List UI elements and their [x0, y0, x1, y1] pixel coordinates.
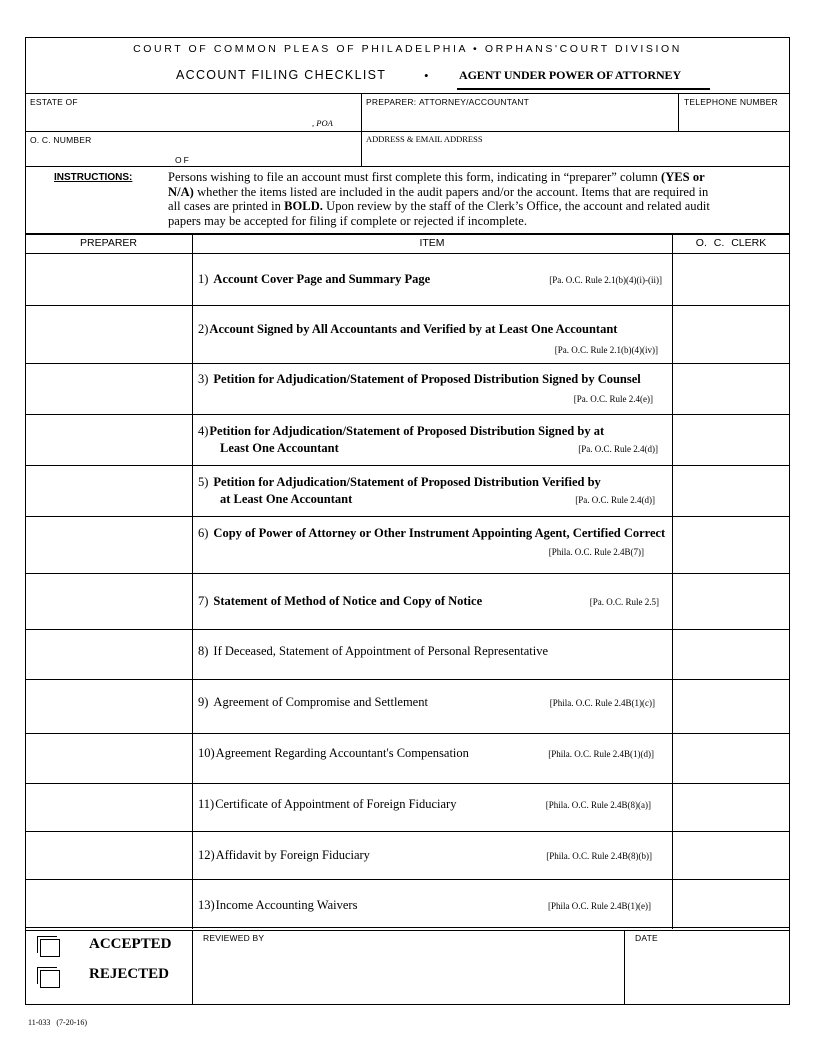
item-text — [198, 526, 665, 541]
item-rule-citation: [Phila O.C. Rule 2.4B(1)(e)] — [548, 901, 651, 911]
telephone-label: TELEPHONE NUMBER — [684, 97, 778, 107]
item-text — [198, 644, 548, 659]
footer-column-line-2 — [624, 930, 625, 1005]
form-number — [28, 1018, 87, 1027]
footer-divider-2 — [25, 930, 790, 931]
clerk-cell[interactable] — [674, 881, 788, 925]
item-number: 9) — [198, 695, 209, 709]
reviewed-by-input[interactable] — [200, 946, 620, 1001]
reviewed-by-label: REVIEWED BY — [203, 933, 265, 943]
form-number-date: (7-20-16) — [56, 1018, 88, 1027]
fields-bottom-divider — [25, 166, 790, 167]
preparer-cell[interactable] — [27, 255, 190, 303]
item-text — [198, 898, 357, 913]
clerk-cell[interactable] — [674, 365, 788, 412]
footer-divider-1 — [25, 927, 790, 928]
item-number: 5) — [198, 475, 209, 489]
address-input[interactable] — [366, 145, 786, 165]
item-rule-citation: [Phila. O.C. Rule 2.4B(1)(d)] — [548, 749, 654, 759]
item-text — [198, 594, 482, 609]
preparer-cell[interactable] — [27, 881, 190, 925]
item-rule-citation: [Pa. O.C. Rule 2.1(b)(4)(i)-(ii)] — [549, 275, 662, 285]
item-text — [198, 695, 428, 710]
accepted-label: ACCEPTED — [89, 936, 172, 952]
item-text — [198, 848, 370, 863]
item-number: 13) — [198, 898, 215, 912]
item-rule-citation: [Phila. O.C. Rule 2.4B(7)] — [548, 547, 644, 557]
item-text — [198, 322, 617, 337]
item-rule-citation: [Pa. O.C. Rule 2.4(d)] — [575, 495, 655, 505]
item-label: Income Accounting Waivers — [215, 898, 358, 912]
item-number: 4) — [198, 424, 209, 438]
telephone-input[interactable] — [684, 108, 786, 130]
preparer-column-line — [192, 233, 193, 929]
row-divider — [25, 573, 790, 574]
preparer-cell[interactable] — [27, 735, 190, 781]
oc-number-label: O. C. NUMBER — [30, 135, 92, 145]
row-divider — [25, 414, 790, 415]
row-divider — [25, 733, 790, 734]
clerk-cell[interactable] — [674, 467, 788, 514]
item-label: Account Signed by All Accountants and Verified by at Least One Accountant — [209, 322, 618, 336]
rejected-checkbox[interactable] — [40, 970, 60, 988]
clerk-column-line — [672, 233, 673, 929]
clerk-cell[interactable] — [674, 833, 788, 877]
clerk-cell[interactable] — [674, 518, 788, 571]
item-label-continued: at Least One Accountant — [220, 492, 353, 506]
header-divider — [25, 93, 790, 94]
item-rule-citation: [Pa. O.C. Rule 2.4(e)] — [573, 394, 653, 404]
item-rule-citation: [Phila. O.C. Rule 2.4B(1)(c)] — [549, 698, 655, 708]
rejected-label: REJECTED — [89, 966, 170, 982]
row-divider — [25, 516, 790, 517]
instructions-line2b: whether the items listed are included in the audit papers and/or the account. Items that are required in — [193, 184, 709, 199]
item-text — [198, 424, 604, 439]
preparer-phone-divider — [678, 93, 679, 131]
date-label: DATE — [635, 933, 658, 943]
row-divider — [25, 305, 790, 306]
item-label-continued: Least One Accountant — [220, 441, 339, 455]
column-header-preparer: PREPARER — [80, 237, 137, 249]
clerk-cell[interactable] — [674, 255, 788, 303]
preparer-cell[interactable] — [27, 575, 190, 627]
clerk-cell[interactable] — [674, 416, 788, 463]
clerk-cell[interactable] — [674, 681, 788, 731]
item-label: Statement of Method of Notice and Copy of Notice — [213, 594, 483, 608]
row-divider — [25, 831, 790, 832]
instructions-line4: papers may be accepted for filing if complete or rejected if incomplete. — [168, 213, 527, 228]
item-label: Copy of Power of Attorney or Other Instrument Appointing Agent, Certified Correct — [213, 526, 666, 540]
column-header-clerk: O. C. CLERK — [695, 237, 767, 249]
preparer-cell[interactable] — [27, 416, 190, 463]
item-rule-citation: [Phila. O.C. Rule 2.4B(8)(a)] — [545, 800, 651, 810]
estate-preparer-divider — [361, 93, 362, 166]
form-number-code: 11-033 — [28, 1018, 51, 1027]
item-text — [198, 746, 469, 761]
preparer-cell[interactable] — [27, 518, 190, 571]
row-divider — [25, 879, 790, 880]
row-divider — [25, 679, 790, 680]
instructions-line3c: Upon review by the staff of the Clerk’s Office, the account and related audit — [322, 199, 710, 213]
instructions-text — [168, 170, 758, 228]
item-label: If Deceased, Statement of Appointment of Personal Representative — [213, 644, 549, 658]
item-number: 6) — [198, 526, 209, 540]
instructions-bottom-divider — [25, 233, 790, 235]
form-type-underline — [457, 88, 710, 90]
preparer-input[interactable] — [366, 108, 676, 130]
row-divider — [25, 629, 790, 630]
item-number: 3) — [198, 372, 209, 386]
instructions-line1b: (YES or — [660, 170, 705, 184]
item-rule-citation: [Phila. O.C. Rule 2.4B(8)(b)] — [546, 851, 652, 861]
column-header-divider — [25, 253, 790, 254]
item-number: 8) — [198, 644, 209, 658]
column-header-item: ITEM — [419, 237, 445, 249]
item-label: Petition for Adjudication/Statement of Proposed Distribution Signed by Counsel — [213, 372, 641, 386]
fields-row-divider — [25, 131, 790, 132]
item-label: Petition for Adjudication/Statement of Proposed Distribution Verified by — [213, 475, 601, 489]
preparer-cell[interactable] — [27, 833, 190, 877]
court-title: COURT OF COMMON PLEAS OF PHILADELPHIA • ORPHANS'COURT DIVISION — [133, 43, 682, 55]
preparer-cell[interactable] — [27, 785, 190, 829]
item-number: 7) — [198, 594, 209, 608]
item-rule-citation: [Pa. O.C. Rule 2.1(b)(4)(iv)] — [554, 345, 658, 355]
item-label: Certificate of Appointment of Foreign Fiduciary — [215, 797, 457, 811]
row-divider — [25, 783, 790, 784]
item-label: Account Cover Page and Summary Page — [213, 272, 431, 286]
date-input[interactable] — [632, 946, 784, 1001]
item-label: Affidavit by Foreign Fiduciary — [215, 848, 370, 862]
item-text — [198, 797, 456, 812]
form-type: AGENT UNDER POWER OF ATTORNEY — [459, 68, 682, 82]
item-number: 1) — [198, 272, 209, 286]
row-divider — [25, 465, 790, 466]
clerk-cell[interactable] — [674, 575, 788, 627]
preparer-type: ATTORNEY/ACCOUNTANT — [419, 97, 530, 107]
row-divider — [25, 363, 790, 364]
preparer-cell[interactable] — [27, 681, 190, 731]
preparer-cell[interactable] — [27, 307, 190, 361]
instructions-line1a: Persons wishing to file an account must first complete this form, indicating in “preparer” column — [168, 170, 661, 184]
instructions-label: INSTRUCTIONS: — [54, 172, 133, 183]
item-rule-citation: [Pa. O.C. Rule 2.4(d)] — [578, 444, 658, 454]
instructions-line3a: all cases are printed in — [168, 199, 285, 213]
preparer-cell[interactable] — [27, 467, 190, 514]
item-text — [198, 475, 601, 490]
item-number: 2) — [198, 322, 209, 336]
poa-label: , POA — [312, 118, 333, 128]
item-text — [198, 272, 430, 287]
preparer-label: PREPARER: — [366, 97, 417, 107]
item-label: Petition for Adjudication/Statement of Proposed Distribution Signed by at — [209, 424, 605, 438]
preparer-cell[interactable] — [27, 631, 190, 677]
item-label: Agreement of Compromise and Settlement — [213, 695, 428, 709]
form-title: ACCOUNT FILING CHECKLIST — [176, 68, 387, 82]
accepted-checkbox[interactable] — [40, 939, 60, 957]
item-number: 10) — [198, 746, 215, 760]
instructions-line3b: BOLD. — [284, 199, 323, 213]
clerk-cell[interactable] — [674, 735, 788, 781]
item-number: 11) — [198, 797, 215, 811]
of-label: OF — [175, 155, 191, 165]
item-number: 12) — [198, 848, 215, 862]
clerk-cell[interactable] — [674, 631, 788, 677]
instructions-line2a: N/A) — [168, 184, 194, 199]
title-bullet: • — [424, 68, 429, 83]
address-label: ADDRESS & EMAIL ADDRESS — [366, 134, 483, 144]
footer-column-line-1 — [192, 930, 193, 1005]
clerk-cell[interactable] — [674, 785, 788, 829]
item-label: Agreement Regarding Accountant's Compensation — [215, 746, 469, 760]
item-rule-citation: [Pa. O.C. Rule 2.5] — [589, 597, 659, 607]
estate-label: ESTATE OF — [30, 97, 78, 107]
item-text — [198, 372, 641, 387]
clerk-cell[interactable] — [674, 307, 788, 361]
preparer-cell[interactable] — [27, 365, 190, 412]
